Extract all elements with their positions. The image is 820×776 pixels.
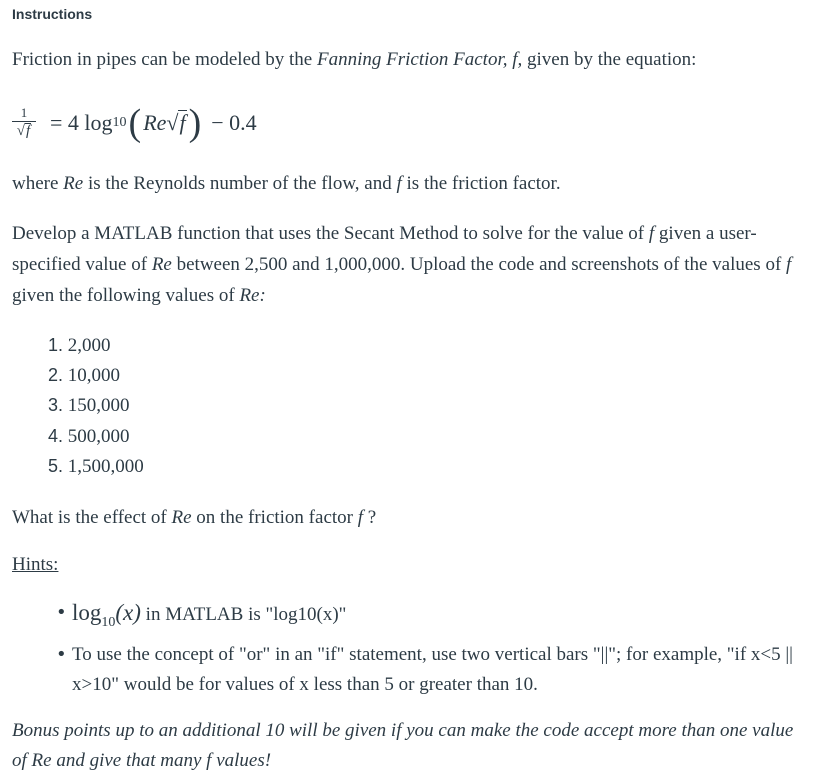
list-item — [48, 390, 144, 420]
list-value: 2,000 — [67, 335, 111, 356]
list-number: 5. — [48, 455, 64, 476]
equation-fraction — [12, 106, 36, 140]
hint-or-text: To use the concept of "or" in an "if" statement, use two vertical bars "||"; for example, "if x<5 || x>10" would be for values of x less than 5 or greater than 10. — [72, 644, 793, 695]
denominator-radicand: f — [26, 123, 31, 140]
list-item — [48, 360, 144, 390]
definition-text-mid: is the Reynolds number of the flow, and — [83, 173, 397, 194]
definition-text-end: is the friction factor. — [401, 173, 561, 194]
definition-f: f — [396, 173, 402, 194]
list-item — [48, 421, 144, 451]
list-item — [48, 330, 144, 360]
question-mark: ? — [363, 507, 377, 528]
hint-log-arg: (x) — [115, 600, 141, 625]
task-text-d: given the following values of — [12, 285, 240, 306]
list-number: 4. — [48, 425, 64, 446]
hints-title: Hints: — [12, 554, 59, 575]
intro-paragraph — [12, 44, 802, 75]
hint-item — [50, 640, 800, 700]
definition-paragraph — [12, 168, 802, 199]
question-f: f — [357, 507, 364, 528]
intro-text: Friction in pipes can be modeled by the — [12, 49, 317, 70]
fraction-denominator: √f — [16, 123, 31, 140]
hint-log-text: in MATLAB is "log10(x)" — [140, 604, 347, 625]
left-paren: ( — [128, 102, 142, 144]
task-re1: Re — [151, 254, 172, 275]
equation-sqrt: √f — [166, 110, 186, 135]
sqrt-radicand: f — [179, 110, 186, 135]
fraction-numerator: 1 — [20, 105, 28, 121]
definition-re: Re — [63, 173, 84, 194]
list-value: 150,000 — [67, 395, 130, 417]
intro-emphasis: Fanning Friction Factor, f, — [316, 49, 523, 70]
task-f2: f — [786, 254, 792, 275]
task-text-a: Develop a MATLAB function that uses the Secant Method to solve for the value of — [12, 223, 649, 244]
question-re: Re — [171, 507, 192, 528]
list-value: 1,500,000 — [67, 455, 144, 477]
hint-log: log — [72, 600, 102, 625]
hint-item — [50, 596, 800, 640]
re-values-list — [48, 330, 144, 481]
right-paren: ) — [188, 102, 202, 144]
question-paragraph — [12, 502, 802, 533]
question-text-mid: on the friction factor — [191, 507, 358, 528]
fraction-bar — [12, 121, 36, 122]
task-text-c: between 2,500 and 1,000,000. Upload the code and screenshots of the values of — [171, 254, 787, 275]
bonus-note: Bonus points up to an additional 10 will be given if you can make the code accept more than one value of Re and give that many f values! — [12, 720, 794, 771]
list-item — [48, 451, 144, 481]
log-base: 10 — [112, 115, 127, 130]
task-f1: f — [648, 223, 655, 244]
task-text-b: given a user-specified value of — [12, 223, 757, 275]
list-number: 2. — [48, 365, 64, 386]
equation-constant: − 0.4 — [211, 110, 257, 135]
task-re2: Re: — [239, 285, 266, 306]
list-value: 500,000 — [67, 425, 130, 447]
task-paragraph — [12, 218, 802, 311]
list-number: 3. — [48, 395, 64, 416]
equation-equals: = 4 log — [50, 110, 113, 135]
question-text: What is the effect of — [12, 507, 172, 528]
list-number: 1. — [48, 335, 64, 355]
hint-log-base: 10 — [101, 615, 116, 630]
equation-re: Re — [143, 110, 167, 135]
hints-list — [50, 596, 800, 700]
fanning-equation — [12, 98, 257, 148]
intro-text-end: given by the equation: — [522, 49, 697, 70]
list-value: 10,000 — [67, 365, 121, 387]
section-heading: Instructions — [12, 6, 93, 22]
definition-text: where — [12, 173, 64, 194]
